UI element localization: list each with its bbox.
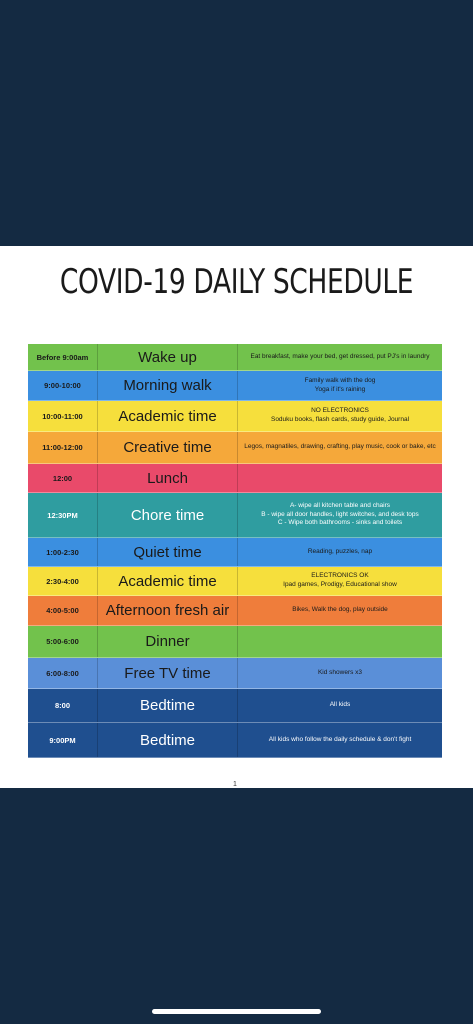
row-activity: Chore time [98, 493, 238, 537]
row-activity: Lunch [98, 464, 238, 492]
row-notes [238, 464, 442, 492]
row-activity: Academic time [98, 401, 238, 431]
schedule-row [28, 371, 442, 401]
row-time: 1:00-2:30 [28, 538, 98, 566]
schedule-row [28, 626, 442, 658]
row-activity: Free TV time [98, 658, 238, 688]
row-activity: Quiet time [98, 538, 238, 566]
schedule-row [28, 658, 442, 689]
row-activity: Afternoon fresh air [98, 596, 238, 625]
row-time: 4:00-5:00 [28, 596, 98, 625]
row-time: 8:00 [28, 689, 98, 722]
row-notes: All kids who follow the daily schedule & don't fight [268, 735, 412, 743]
row-notes: Kid showers x3 [317, 668, 363, 676]
schedule-row [28, 596, 442, 626]
row-notes: All kids [329, 701, 351, 709]
row-time: 5:00-6:00 [28, 626, 98, 657]
schedule-row [28, 344, 442, 371]
row-notes: A- wipe all kitchen table and chairs B - wipe all door handles, light switches, and desk tops C - Wipe both bathrooms - sinks and toilets [261, 501, 419, 527]
page-title: COVID-19 DAILY SCHEDULE [59, 262, 414, 302]
row-notes: ELECTRONICS OK Ipad games, Prodigy, Educational show [283, 572, 397, 588]
schedule-row [28, 723, 442, 758]
home-indicator[interactable] [152, 1009, 321, 1014]
row-time: 11:00-12:00 [28, 432, 98, 463]
row-time: 2:30-4:00 [28, 567, 98, 595]
row-time: 9:00PM [28, 723, 98, 757]
row-time: 12:30PM [28, 493, 98, 537]
row-activity: Dinner [98, 626, 238, 657]
schedule-row [28, 538, 442, 567]
schedule-table [28, 344, 442, 758]
row-time: 9:00-10:00 [28, 371, 98, 400]
schedule-row [28, 567, 442, 596]
row-time: 10:00-11:00 [28, 401, 98, 431]
schedule-row [28, 689, 442, 723]
row-notes: NO ELECTRONICS Soduku books, flash cards, study guide, Journal [270, 407, 410, 423]
schedule-row [28, 464, 442, 493]
row-notes [238, 626, 442, 657]
row-notes: Family walk with the dog Yoga if it's raining [304, 376, 376, 393]
row-time: 12:00 [28, 464, 98, 492]
row-notes: Eat breakfast, make your bed, get dressed, put PJ's in laundry [250, 352, 430, 360]
page-number: 1 [233, 781, 237, 788]
row-time: 6:00-8:00 [28, 658, 98, 688]
row-activity: Bedtime [98, 689, 238, 722]
row-notes: Legos, magnatiles, drawing, crafting, play music, cook or bake, etc [244, 443, 436, 451]
row-notes: Reading, puzzles, nap [307, 547, 373, 555]
row-activity: Creative time [98, 432, 238, 463]
row-activity: Bedtime [98, 723, 238, 757]
row-time: Before 9:00am [28, 344, 98, 370]
schedule-row [28, 493, 442, 538]
row-activity: Wake up [98, 344, 238, 370]
schedule-row [28, 401, 442, 432]
row-activity: Academic time [98, 567, 238, 595]
schedule-row [28, 432, 442, 464]
row-notes: Bikes, Walk the dog, play outside [292, 606, 388, 614]
row-activity: Morning walk [98, 371, 238, 400]
